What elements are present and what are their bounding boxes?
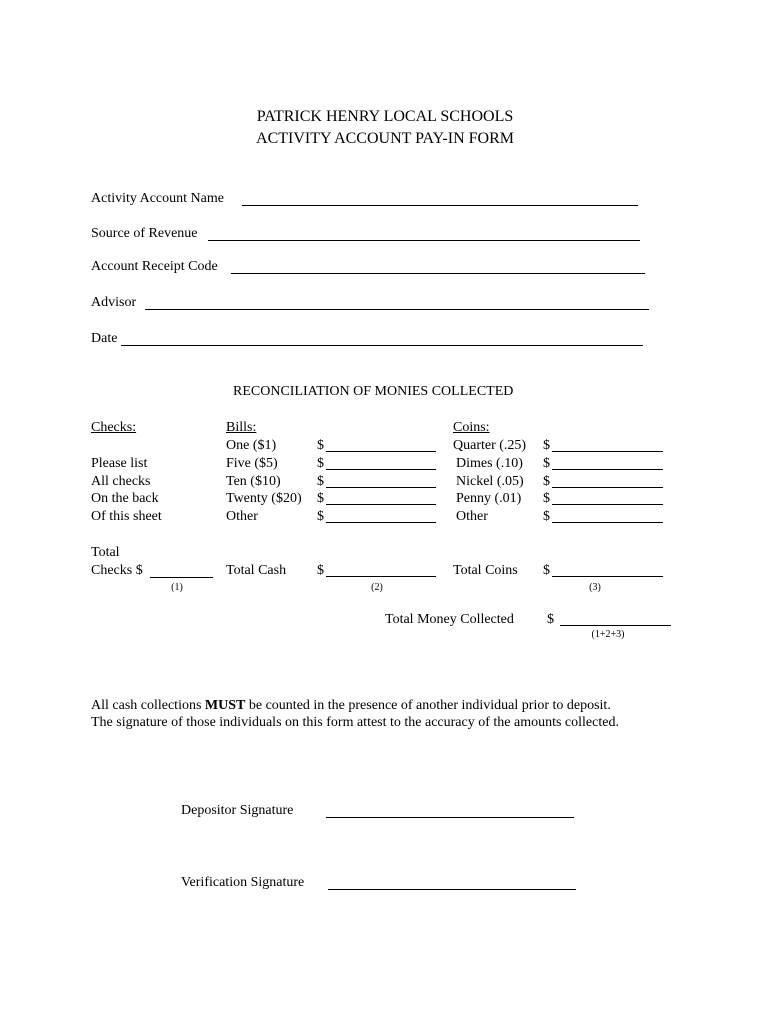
total-coins-line[interactable] [552, 576, 663, 577]
bill-twenty-line[interactable] [326, 504, 436, 505]
activity-account-name-line[interactable] [242, 205, 638, 206]
school-name: PATRICK HENRY LOCAL SCHOOLS [256, 108, 514, 125]
activity-account-name-label: Activity Account Name [91, 191, 224, 206]
checks-note-line-2: All checks [91, 474, 151, 489]
total-checks-label-line-2: Checks $ [91, 563, 143, 578]
notice-emphasis: MUST [204, 698, 246, 713]
bills-heading: Bills: [226, 420, 257, 435]
total-cash-dollar: $ [317, 563, 324, 578]
total-cash-ref: (2) [371, 582, 383, 593]
coin-penny-line[interactable] [552, 504, 663, 505]
coin-quarter-label: Quarter (.25) [453, 438, 527, 453]
form-title: ACTIVITY ACCOUNT PAY-IN FORM [256, 130, 514, 147]
verification-signature-line[interactable] [328, 889, 576, 890]
bill-ten-line[interactable] [326, 487, 436, 488]
checks-note-line-4: Of this sheet [91, 509, 162, 524]
bill-twenty-dollar: $ [317, 491, 324, 506]
bill-other-line[interactable] [326, 522, 436, 523]
bill-five-dollar: $ [317, 456, 324, 471]
bill-one-dollar: $ [317, 438, 324, 453]
bill-one-line[interactable] [326, 451, 436, 452]
source-of-revenue-label: Source of Revenue [91, 226, 198, 241]
verification-signature-label: Verification Signature [181, 875, 305, 890]
total-money-collected-dollar: $ [547, 612, 554, 627]
total-money-collected-ref: (1+2+3) [591, 629, 625, 640]
coin-nickel-line[interactable] [552, 487, 663, 488]
depositor-signature-line[interactable] [326, 817, 574, 818]
total-checks-line[interactable] [150, 577, 213, 578]
total-coins-label: Total Coins [453, 563, 518, 578]
account-receipt-code-line[interactable] [231, 273, 645, 274]
coin-nickel-label: Nickel (.05) [456, 474, 524, 489]
coin-penny-dollar: $ [543, 491, 550, 506]
reconciliation-heading: RECONCILIATION OF MONIES COLLECTED [233, 384, 514, 399]
total-coins-dollar: $ [543, 563, 550, 578]
bill-one-label: One ($1) [226, 438, 277, 453]
coin-other-label: Other [456, 509, 488, 524]
coin-quarter-dollar: $ [543, 438, 550, 453]
coin-penny-label: Penny (.01) [456, 491, 522, 506]
coin-other-line[interactable] [552, 522, 663, 523]
total-coins-ref: (3) [589, 582, 601, 593]
bill-ten-label: Ten ($10) [226, 474, 281, 489]
bill-five-line[interactable] [326, 469, 436, 470]
date-line[interactable] [121, 345, 643, 346]
coin-quarter-line[interactable] [552, 451, 663, 452]
total-checks-ref: (1) [171, 582, 183, 593]
coin-dimes-dollar: $ [543, 456, 550, 471]
bill-twenty-label: Twenty ($20) [226, 491, 302, 506]
checks-heading: Checks: [91, 420, 137, 435]
coin-dimes-label: Dimes (.10) [456, 456, 523, 471]
depositor-signature-label: Depositor Signature [181, 803, 294, 818]
notice-prefix: All cash collections [91, 698, 205, 713]
coin-other-dollar: $ [543, 509, 550, 524]
coin-nickel-dollar: $ [543, 474, 550, 489]
date-label: Date [91, 331, 118, 346]
advisor-line[interactable] [145, 309, 649, 310]
account-receipt-code-label: Account Receipt Code [91, 259, 218, 274]
total-checks-label-line-1: Total [91, 545, 120, 560]
source-of-revenue-line[interactable] [208, 240, 640, 241]
notice-line-2: The signature of those individuals on this form attest to the accuracy of the amounts collected. [91, 715, 619, 730]
coins-heading: Coins: [453, 420, 490, 435]
checks-note-line-1: Please list [91, 456, 148, 471]
total-money-collected-line[interactable] [560, 625, 671, 626]
total-money-collected-label: Total Money Collected [385, 612, 514, 627]
bill-five-label: Five ($5) [226, 456, 278, 471]
coin-dimes-line[interactable] [552, 469, 663, 470]
bill-ten-dollar: $ [317, 474, 324, 489]
bill-other-dollar: $ [317, 509, 324, 524]
advisor-label: Advisor [91, 295, 137, 310]
notice-suffix: be counted in the presence of another individual prior to deposit. [245, 698, 611, 713]
notice-line-1 [91, 697, 611, 715]
checks-note-line-3: On the back [91, 491, 159, 506]
total-cash-label: Total Cash [226, 563, 287, 578]
total-cash-line[interactable] [326, 576, 436, 577]
bill-other-label: Other [226, 509, 258, 524]
